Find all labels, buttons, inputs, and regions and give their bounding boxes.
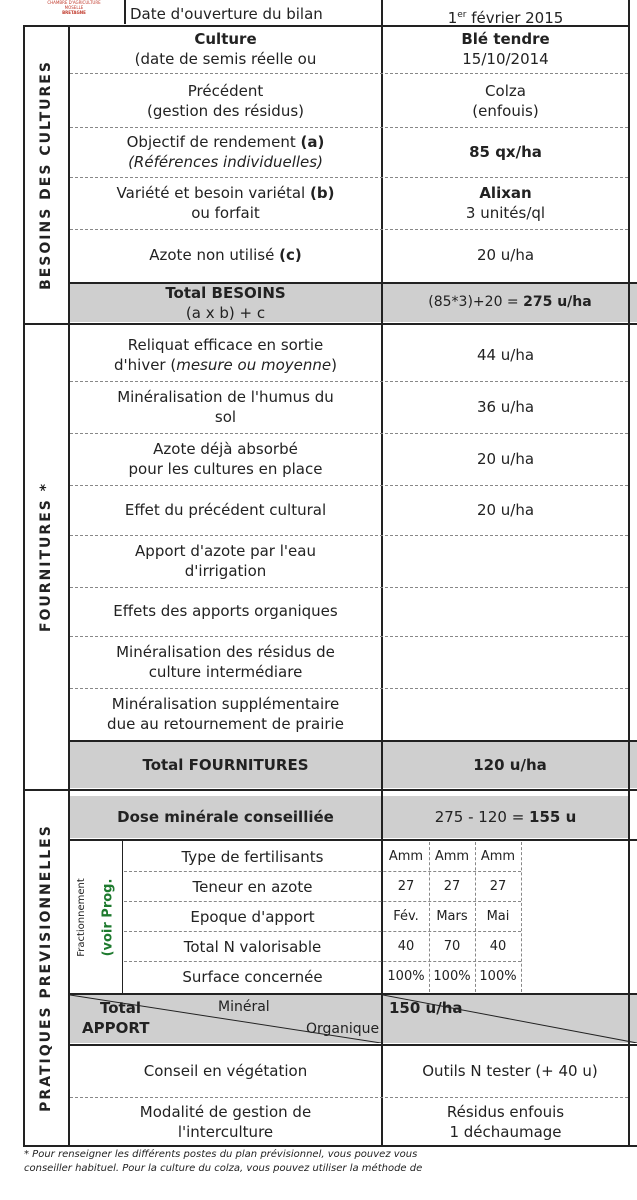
voir-prog-label: (voir Prog. (100, 878, 116, 956)
fourniture-row-humus: Minéralisation de l'humus du sol (117, 388, 334, 426)
fourniture-value-precedent: 20 u/ha (476, 501, 535, 519)
total-fournitures-value: 120 u/ha (383, 741, 637, 788)
border-dose-bottom (68, 839, 637, 841)
objectif-value: 85 qx/ha (469, 143, 542, 161)
logo-line-3: BRETAGNE (62, 10, 86, 15)
border-section-2 (23, 789, 637, 791)
row-divider (70, 127, 628, 128)
date-label: Date d'ouverture du bilan (130, 5, 323, 23)
fourniture-row-irrigation: Apport d'azote par l'eau d'irrigation (135, 542, 316, 580)
fourniture-row-reliquat: Reliquat efficace en sortie d'hiver (mesure ou moyenne) (114, 336, 337, 374)
fourniture-value-reliquat: 44 u/ha (476, 346, 535, 364)
fert-row-label-teneur: Teneur en azote (192, 878, 313, 896)
total-apport-value-cell (383, 995, 637, 1043)
total-besoins-label: Total BESOINS (a x b) + c (70, 283, 381, 322)
variete-value: Alixan 3 unités/ql (465, 184, 546, 222)
fert-cell: 100% (433, 969, 471, 984)
row-divider (70, 636, 628, 637)
row-divider (70, 381, 628, 382)
fert-row-label-total-n: Total N valorisable (183, 938, 322, 956)
fourniture-row-precedent: Effet du précédent cultural (124, 501, 327, 519)
modalite-value: Résidus enfouis 1 déchaumage (446, 1103, 565, 1141)
fert-cell: Mai (486, 909, 510, 924)
fourniture-row-azote-absorbe: Azote déjà absorbé pour les cultures en place (128, 440, 323, 478)
total-apport-line1: Total (100, 999, 141, 1017)
fert-cell: 27 (443, 879, 461, 894)
azote-value: 20 u/ha (476, 246, 535, 264)
row-divider (70, 229, 628, 230)
conseil-label: Conseil en végétation (143, 1062, 308, 1080)
border-middle (381, 0, 383, 1146)
row-divider (70, 177, 628, 178)
row-divider (70, 485, 628, 486)
row-divider (70, 587, 628, 588)
border-section (68, 26, 70, 1146)
fert-cell: 100% (479, 969, 517, 984)
row-divider (124, 961, 521, 962)
total-besoins-value: (85*3)+20 = 275 u/ha (383, 283, 637, 322)
footnote: * Pour renseigner les différents postes du plan prévisionnel, vous pouvez vous conseiller habituel. Pour la culture du colza, vous pouvez utiliser la méthode de (24, 1149, 423, 1174)
fert-cell: Mars (436, 909, 468, 924)
border-logo (124, 0, 126, 24)
border-top (23, 25, 629, 27)
fert-cell: 27 (489, 879, 507, 894)
fert-row-label-type: Type de fertilisants (181, 848, 324, 866)
fourniture-value-azote-absorbe: 20 u/ha (476, 450, 535, 468)
precedent-value: Colza (enfouis) (472, 82, 539, 120)
section-label-fournitures: FOURNITURES * (38, 481, 54, 633)
variete-label: Variété et besoin variétal (b) ou forfait (116, 184, 335, 222)
precedent-label: Précédent (gestion des résidus) (147, 82, 304, 120)
fractionnement-label: Fractionnement (75, 877, 87, 957)
logo-line-1: CHAMBRE D'AGRICULTURE (47, 0, 101, 5)
objectif-label: Objectif de rendement (a) (Références individuelles) (126, 133, 325, 171)
row-divider (70, 73, 628, 74)
border-apport-bottom (68, 1044, 637, 1046)
row-divider (70, 535, 628, 536)
azote-label: Azote non utilisé (c) (149, 246, 302, 264)
border-right (628, 0, 630, 1146)
culture-value: Blé tendre 15/10/2014 (461, 30, 550, 68)
row-divider (124, 901, 521, 902)
culture-label: Culture (date de semis réelle ou (134, 30, 317, 68)
border-total-fournitures-top (68, 740, 637, 742)
section-label-pratiques: PRATIQUES PREVISIONNELLES (38, 824, 55, 1112)
date-value: 1er février 2015 (447, 9, 564, 25)
row-divider (124, 931, 521, 932)
fert-row-label-surface: Surface concernée (182, 968, 323, 986)
row-divider (70, 433, 628, 434)
fert-row-label-epoque: Epoque d'apport (190, 908, 315, 926)
dose-label: Dose minérale conseilliée (70, 796, 381, 838)
row-divider (70, 688, 628, 689)
border-total-besoins-top (68, 282, 637, 284)
row-divider (124, 871, 521, 872)
mineral-label: Minéral (218, 999, 270, 1015)
border-apport-top (68, 993, 637, 995)
fert-cell: Fév. (393, 909, 419, 924)
fert-cell: 40 (397, 939, 415, 954)
border-fraction (122, 840, 123, 994)
border-left (23, 26, 25, 1146)
fourniture-row-culture-intermediaire: Minéralisation des résidus de culture intermédiare (116, 643, 335, 681)
total-apport-label-cell (70, 995, 381, 1043)
organique-label: Organique (306, 1021, 380, 1037)
fert-cell: 27 (397, 879, 415, 894)
grid-col-2 (475, 842, 476, 992)
fert-cell: Amm (480, 849, 516, 864)
conseil-value: Outils N tester (+ 40 u) (422, 1062, 598, 1080)
fourniture-row-prairie: Minéralisation supplémentaire due au retournement de prairie (107, 695, 344, 733)
modalite-label: Modalité de gestion de l'interculture (139, 1103, 312, 1141)
logo-line-2: MOSELLE (64, 5, 84, 10)
total-apport-value: 150 u/ha (389, 999, 463, 1017)
section-label-besoins: BESOINS DES CULTURES (38, 59, 54, 290)
fert-cell: Amm (434, 849, 470, 864)
border-section-1 (23, 323, 637, 325)
fourniture-row-organiques: Effets des apports organiques (113, 602, 338, 620)
fert-cell: Amm (388, 849, 424, 864)
total-fournitures-label: Total FOURNITURES (70, 741, 381, 788)
fourniture-value-humus: 36 u/ha (476, 398, 535, 416)
fert-cell: 70 (443, 939, 461, 954)
row-divider (70, 1097, 628, 1098)
grid-col-1 (429, 842, 430, 992)
total-apport-line2: APPORT (82, 1019, 150, 1037)
grid-col-3 (521, 842, 522, 992)
dose-value: 275 - 120 = 155 u (383, 796, 628, 838)
border-bottom (23, 1145, 637, 1147)
fert-cell: 100% (387, 969, 425, 984)
chamber-logo (24, 0, 124, 18)
fert-cell: 40 (489, 939, 507, 954)
